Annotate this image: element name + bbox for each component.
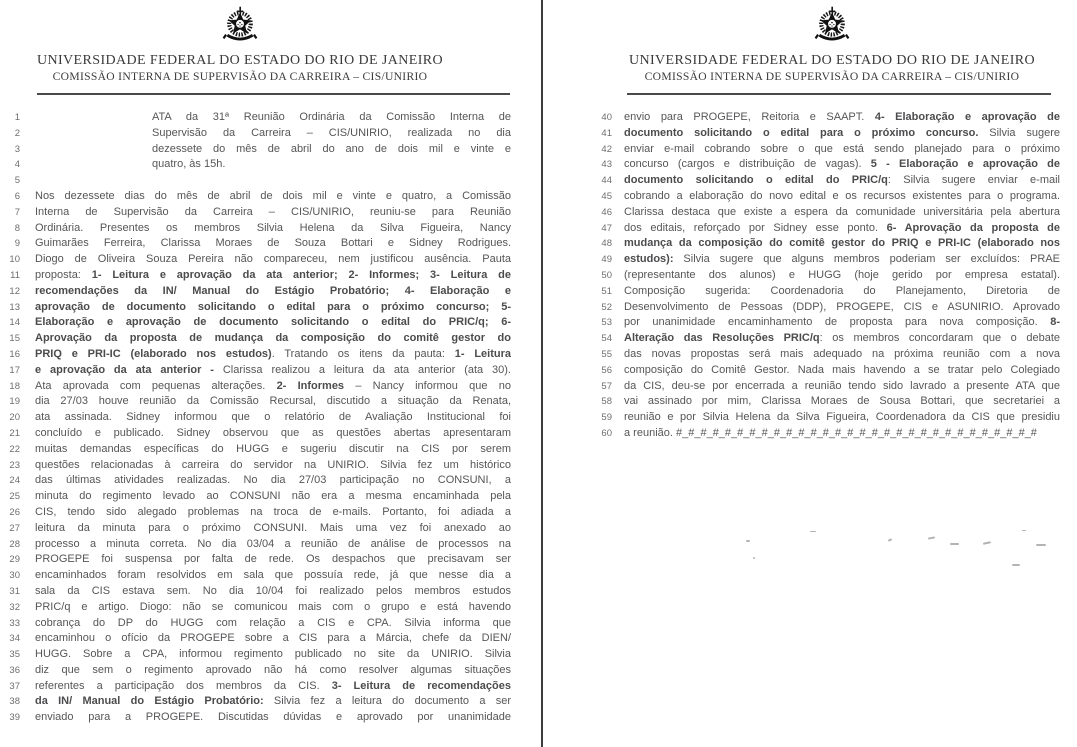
line-text: da CIS, deu-se por encerrada a reunião tendo sido lavrado a presente ATA que [624, 379, 1060, 392]
line-text: dos editais, reforçado por Sidney esse ponto. 6- Aprovação da proposta de [624, 221, 1060, 234]
brazil-coat-of-arms-icon [0, 6, 480, 50]
line-text: ata assinada. Sidney informou que o relatório de Avaliação Institucional foi [35, 411, 511, 424]
line-text: composição do Comitê Gestor. Nada mais havendo a se tratar pelo Colegiado [624, 363, 1060, 376]
line-number: 16 [9, 348, 20, 360]
document-line [0, 505, 541, 521]
line-text: minuta do regimento levado ao CONSUNI não era a mesma encaminhada pela [35, 490, 511, 503]
line-text: vai assinado por mim, Clarissa Moraes de Sousa Bottari, que secretariei a [624, 395, 1060, 408]
line-text: Composição sugerida: Coordenadoria do Planejamento, Diretoria de [624, 284, 1060, 297]
header-rule [627, 93, 1051, 95]
document-line [0, 521, 541, 537]
line-text: muitas demandas específicas do HUGG e sugeriu discutir na CIS por serem [35, 442, 511, 455]
line-text: PROGEPE foi suspensa por falta de rede. Os despachos que precisavam ser [35, 553, 511, 566]
page-1-body [0, 110, 541, 726]
document-line [0, 379, 541, 395]
line-number: 30 [9, 570, 20, 582]
line-number: 49 [601, 254, 612, 266]
document-line [0, 142, 541, 158]
line-number: 50 [601, 269, 612, 281]
line-number: 54 [601, 333, 612, 345]
line-number: 42 [601, 143, 612, 155]
line-text: dezessete do mês de abril do ano de dois mil e vinte e [152, 142, 511, 155]
document-line [0, 268, 541, 284]
line-text: CIS, tendo sido alegado problemas na troca de e-mails. Portanto, foi adiada a [35, 505, 511, 518]
line-text: ATA da 31ª Reunião Ordinária da Comissão Interna de [152, 111, 511, 123]
line-text: Desenvolvimento de Pessoas (DDP), PROGEPE, CIS e ASUNIRIO. Aprovado [624, 300, 1060, 313]
line-text: PRIQ e PRI-IC (elaborado nos estudos). Tratando os itens da pauta: 1- Leitura [35, 347, 511, 360]
line-text: proposta: 1- Leitura e aprovação da ata anterior; 2- Informes; 3- Leitura de [35, 268, 511, 281]
line-number: 27 [9, 522, 20, 534]
document-line [0, 157, 541, 173]
line-text: aprovação de documento solicitando o edital para o próximo concurso; 5- [35, 300, 511, 313]
document-line [0, 442, 541, 458]
line-text: das novas propostas será mais adequado na próxima reunião com a nova [624, 347, 1060, 360]
line-number: 4 [14, 159, 20, 171]
document-line [543, 315, 1077, 331]
document-line [0, 710, 541, 726]
line-text: cobrança do DP do HUGG com relação a CIS e CPA. Silvia informa que [35, 616, 511, 629]
line-text: PRIC/q e artigo. Diogo: não se comunicou mais com o grupo e está havendo [35, 600, 511, 613]
committee-name: COMISSÃO INTERNA DE SUPERVISÃO DA CARREIRA – CIS/UNIRIO [52, 70, 428, 83]
line-number: 46 [601, 206, 612, 218]
line-number: 5 [14, 175, 20, 187]
line-number: 29 [9, 554, 20, 566]
line-number: 51 [601, 285, 612, 297]
line-number: 47 [601, 222, 612, 234]
document-line [543, 347, 1077, 363]
document-line [0, 473, 541, 489]
line-number: 24 [9, 475, 20, 487]
line-text: a reunião. #_#_#_#_#_#_#_#_#_#_#_#_#_#_#_#_#_#_#_#_#_#_#_#_#_#_#_#_#_# [624, 426, 1037, 439]
document-line [0, 631, 541, 647]
document-line [0, 205, 541, 221]
university-name: UNIVERSIDADE FEDERAL DO ESTADO DO RIO DE JANEIRO [628, 53, 1036, 68]
document-line [0, 552, 541, 568]
line-number: 48 [601, 238, 612, 250]
line-text: referentes a participação dos membros da CIS. 3- Leitura de recomendações [35, 679, 511, 692]
line-number: 18 [9, 380, 20, 392]
line-number: 32 [9, 601, 20, 613]
document-line [0, 300, 541, 316]
line-text: Guimarães Ferreira, Clarissa Moraes de Souza Bottari e Sidney Rodrigues. [35, 237, 511, 250]
line-number: 19 [9, 396, 20, 408]
line-number: 52 [601, 301, 612, 313]
line-number: 38 [9, 696, 20, 708]
line-number: 33 [9, 617, 20, 629]
line-number: 10 [9, 254, 20, 266]
line-text: envio para PROGEPE, Reitoria e SAAPT. 4- Elaboração e aprovação de [624, 111, 1060, 123]
committee-name: COMISSÃO INTERNA DE SUPERVISÃO DA CARREIRA – CIS/UNIRIO [644, 70, 1020, 83]
document-line [543, 268, 1077, 284]
line-number: 28 [9, 538, 20, 550]
line-text: documento solicitando o edital para o próximo concurso. Silvia sugere [624, 126, 1060, 139]
line-text: questões relacionadas à carreira do servidor na UNIRIO. Silvia fez um histórico [35, 458, 511, 471]
document-line [0, 110, 541, 126]
document-line [543, 142, 1077, 158]
line-number: 20 [9, 412, 20, 424]
line-number: 17 [9, 364, 20, 376]
document-line [0, 537, 541, 553]
document-line [0, 126, 541, 142]
line-text: Interna de Supervisão da Carreira – CIS/UNIRIO, reuniu-se para Reunião [35, 205, 511, 218]
line-number: 60 [601, 427, 612, 439]
line-number: 14 [9, 317, 20, 329]
document-line [0, 315, 541, 331]
document-line [543, 126, 1077, 142]
page-2-body [543, 110, 1077, 442]
document-line [543, 410, 1077, 426]
line-number: 58 [601, 396, 612, 408]
line-text: cobrando a elaboração do novo edital e os recursos existentes para o programa. [624, 189, 1060, 202]
line-number: 53 [601, 317, 612, 329]
line-text: reunião e por Silvia Helena da Silva Figueira, Coordenadora da CIS que presidiu [624, 411, 1060, 424]
line-text: concurso (cargos e distribuição de vagas). 5 - Elaboração e aprovação de [624, 158, 1060, 171]
line-number: 12 [9, 285, 20, 297]
line-text: e aprovação da ata anterior - Clarissa realizou a leitura da ata anterior (ata 30). [35, 363, 511, 376]
line-text: sala da CIS estava sem. No dia 10/04 foi realizado pelos membros estudos [35, 584, 511, 597]
line-text: Clarissa destaca que existe a espera da comunidade universitária pela abertura [624, 205, 1060, 218]
line-text: enviado para a PROGEPE. Discutidas dúvidas e aprovado por unanimidade [35, 711, 511, 724]
document-line [0, 647, 541, 663]
line-text: leitura da minuta para o próximo CONSUNI. Mais uma vez foi anexado ao [35, 521, 511, 534]
line-text: Ata aprovada com pequenas alterações. 2- Informes – Nancy informou que no [35, 379, 511, 392]
line-number: 2 [14, 127, 20, 139]
line-text: Supervisão da Carreira – CIS/UNIRIO, realizada no dia [152, 126, 511, 139]
line-number: 56 [601, 364, 612, 376]
line-number: 45 [601, 190, 612, 202]
document-line [0, 458, 541, 474]
document-line [543, 394, 1077, 410]
document-line [0, 616, 541, 632]
line-number: 13 [9, 301, 20, 313]
line-number: 23 [9, 459, 20, 471]
line-number: 3 [14, 143, 20, 155]
line-number: 57 [601, 380, 612, 392]
document-line [0, 568, 541, 584]
document-line [543, 252, 1077, 268]
line-number: 37 [9, 680, 20, 692]
document-line [0, 347, 541, 363]
line-text: concluído e publicado. Sidney observou que as questões abertas apresentaram [35, 426, 511, 439]
line-text: estudos): Silvia sugere que alguns membros poderiam ser excluídos: PRAE [624, 253, 1060, 266]
line-text: por unanimidade encaminhamento de proposta para nova composição. 8- [624, 316, 1060, 329]
document-line [0, 394, 541, 410]
line-text: Elaboração e aprovação de documento solicitando o edital do PRIC/q; 6- [35, 316, 511, 329]
line-text: Aprovação da proposta de mudança da composição do comitê gestor do [35, 332, 511, 345]
document-line [0, 694, 541, 710]
document-line [0, 679, 541, 695]
page-1-header [0, 6, 480, 84]
line-number: 26 [9, 506, 20, 518]
document-line [0, 584, 541, 600]
line-number: 44 [601, 175, 612, 187]
line-text: Alteração das Resoluções PRIC/q: os membros concordaram que o debate [624, 332, 1060, 345]
document-line [543, 331, 1077, 347]
line-number: 9 [14, 238, 20, 250]
document-line [543, 284, 1077, 300]
header-rule [37, 93, 510, 95]
line-number: 40 [601, 112, 612, 123]
line-text: recomendações da IN/ Manual do Estágio Probatório; 4- Elaboração e [35, 284, 511, 297]
document-line [543, 300, 1077, 316]
brazil-coat-of-arms-icon [585, 6, 1077, 50]
line-text: Ordinária. Presentes os membros Silvia Helena da Silva Figueira, Nancy [35, 221, 511, 234]
document-line [0, 252, 541, 268]
line-number: 7 [14, 206, 20, 218]
line-number: 21 [9, 427, 20, 439]
line-number: 1 [14, 112, 20, 123]
line-number: 25 [9, 491, 20, 503]
line-number: 11 [10, 269, 20, 281]
line-text: mudança da composição do comitê gestor do PRIQ e PRI-IC (elaborado nos [624, 237, 1060, 250]
document-line [543, 205, 1077, 221]
document-line [543, 173, 1077, 189]
document-line [543, 363, 1077, 379]
line-text: (representante dos alunos) e HUGG (hoje gerido por empresa estatal). [624, 268, 1060, 281]
line-text: encaminhados foram resolvidos em sala que possuía rede, já que nesse dia a [35, 569, 511, 582]
document-line [0, 600, 541, 616]
document-line [543, 221, 1077, 237]
line-text: enviar e-mail cobrando sobre o que está sendo planejado para o próximo [624, 142, 1060, 155]
line-number: 43 [601, 159, 612, 171]
line-text [35, 173, 511, 189]
page-2 [541, 0, 1077, 747]
document-line [543, 110, 1077, 126]
line-number: 15 [9, 333, 20, 345]
line-number: 36 [9, 664, 20, 676]
document-line [0, 189, 541, 205]
document-line [0, 284, 541, 300]
document-line [0, 331, 541, 347]
line-text: documento solicitando o edital do PRIC/q: Silvia sugere enviar e-mail [624, 174, 1060, 187]
page-2-header [585, 6, 1077, 84]
line-number: 41 [601, 127, 612, 139]
line-number: 22 [9, 443, 20, 455]
line-number: 39 [9, 712, 20, 724]
line-text: das últimas atividades realizadas. No dia 27/03 participação no CONSUNI, a [35, 474, 511, 487]
document-line [0, 410, 541, 426]
line-number: 8 [14, 222, 20, 234]
line-text: da IN/ Manual do Estágio Probatório: Silvia fez a leitura do documento a ser [35, 695, 511, 708]
document-line [0, 363, 541, 379]
line-text: Nos dezessete dias do mês de abril de dois mil e vinte e quatro, a Comissão [35, 189, 511, 202]
line-number: 31 [9, 585, 20, 597]
line-text: diz que sem o regimento aprovado não há como resolver algumas situações [35, 663, 511, 676]
line-text: dia 27/03 houve reunião da Comissão Recursal, discutido a situação da Renata, [35, 395, 511, 408]
document-line [543, 236, 1077, 252]
line-number: 34 [9, 633, 20, 645]
document-line [0, 426, 541, 442]
line-text: processo a minuta correta. No dia 03/04 a reunião de análise de processos na [35, 537, 511, 550]
line-text: encaminhou o ofício da PROGEPE sobre a CIS para a Márcia, chefe da DIEN/ [35, 632, 511, 645]
document-line [0, 663, 541, 679]
line-number: 35 [9, 649, 20, 661]
line-number: 59 [601, 412, 612, 424]
document-line [543, 379, 1077, 395]
line-number: 6 [14, 190, 20, 202]
line-text: Diogo de Oliveira Souza Pereira não compareceu, nem justificou ausência. Pauta [35, 253, 511, 266]
document-line [0, 173, 541, 189]
document-line [0, 221, 541, 237]
document-line [543, 189, 1077, 205]
university-name: UNIVERSIDADE FEDERAL DO ESTADO DO RIO DE JANEIRO [36, 53, 444, 68]
line-number: 55 [601, 348, 612, 360]
document-line [0, 489, 541, 505]
document-line [543, 157, 1077, 173]
document-line [543, 426, 1077, 442]
line-text: HUGG. Sobre a CPA, informou regimento publicado no site da UNIRIO. Silvia [35, 648, 511, 661]
line-text: quatro, às 15h. [152, 158, 226, 171]
document-line [0, 236, 541, 252]
